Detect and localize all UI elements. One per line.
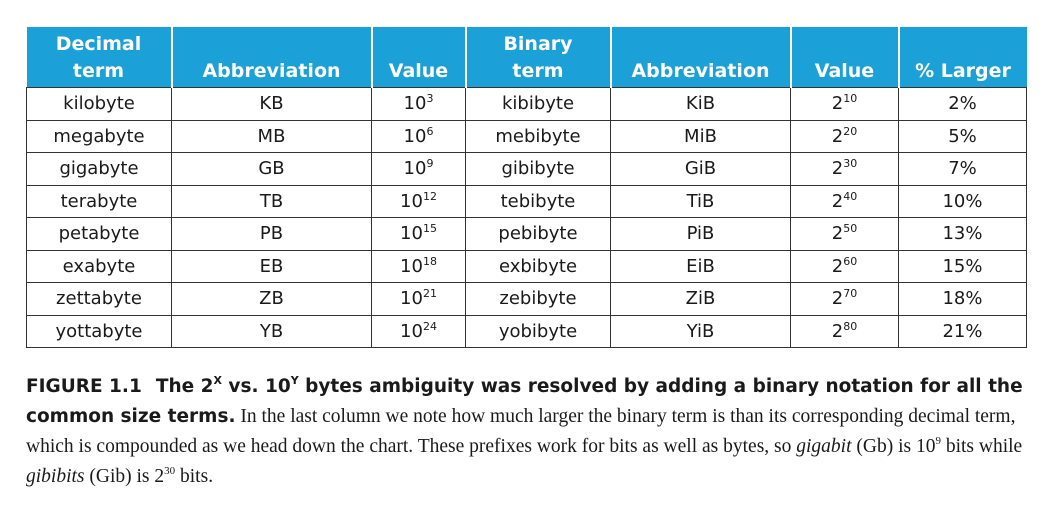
caption-bold-part-2: vs. 10	[221, 376, 291, 397]
cell-decimal-abbreviation: EB	[172, 250, 372, 283]
caption-bold-part-3: bytes ambiguity was resolved by adding a binary notation for all the common size terms.	[26, 376, 1023, 427]
cell-binary-term: gibibyte	[466, 153, 611, 186]
cell-decimal-value	[372, 218, 466, 251]
cell-decimal-term: zettabyte	[27, 283, 172, 316]
caption-sup-30: 30	[164, 465, 176, 477]
header-binary-value-text: Value	[814, 60, 875, 82]
cell-binary-term: kibibyte	[466, 88, 611, 121]
cell-binary-term: tebibyte	[466, 185, 611, 218]
header-binary-term	[466, 27, 611, 88]
decimal-exponent: 12	[422, 189, 437, 203]
header-binary-abbreviation-text: Abbreviation	[631, 60, 770, 82]
cell-decimal-value	[372, 283, 466, 316]
binary-exponent: 50	[843, 222, 858, 236]
cell-binary-term: yobibyte	[466, 315, 611, 348]
cell-binary-term: zebibyte	[466, 283, 611, 316]
cell-decimal-term: kilobyte	[27, 88, 172, 121]
caption-text-3: bits while	[940, 436, 1023, 457]
figure-caption	[26, 372, 1031, 492]
header-decimal-value	[372, 27, 466, 88]
binary-base: 2	[831, 223, 844, 245]
table-row	[27, 88, 1027, 121]
cell-binary-value	[791, 218, 899, 251]
figure-label: FIGURE 1.1	[26, 376, 142, 397]
binary-exponent: 80	[843, 319, 858, 333]
caption-bold-sup-x: X	[213, 374, 222, 387]
cell-decimal-value	[372, 185, 466, 218]
cell-percent-larger: 7%	[899, 153, 1027, 186]
cell-percent-larger: 15%	[899, 250, 1027, 283]
decimal-base: 10	[400, 223, 423, 245]
header-binary-term-line1: Binary	[503, 33, 573, 55]
cell-binary-abbreviation: ZiB	[611, 283, 791, 316]
header-binary-abbreviation	[611, 27, 791, 88]
table-body	[27, 88, 1027, 348]
binary-base: 2	[831, 255, 844, 277]
caption-text-4: (Gib) is 2	[84, 466, 165, 487]
header-percent-larger	[899, 27, 1027, 88]
caption-text-5: bits.	[175, 466, 214, 487]
binary-exponent: 70	[843, 287, 858, 301]
binary-base: 2	[831, 93, 844, 115]
cell-binary-term: mebibyte	[466, 120, 611, 153]
header-decimal-abbreviation-text: Abbreviation	[202, 60, 341, 82]
decimal-base: 10	[400, 288, 423, 310]
decimal-exponent: 15	[422, 222, 437, 236]
cell-decimal-value	[372, 88, 466, 121]
decimal-base: 10	[403, 125, 427, 147]
cell-decimal-term: gigabyte	[27, 153, 172, 186]
caption-bold-sup-y: Y	[290, 374, 299, 387]
cell-decimal-abbreviation: ZB	[172, 283, 372, 316]
cell-binary-value	[791, 283, 899, 316]
table-row	[27, 120, 1027, 153]
cell-percent-larger: 18%	[899, 283, 1027, 316]
cell-binary-abbreviation: GiB	[611, 153, 791, 186]
binary-exponent: 20	[843, 124, 858, 138]
cell-binary-abbreviation: TiB	[611, 185, 791, 218]
cell-decimal-value	[372, 250, 466, 283]
cell-decimal-value	[372, 315, 466, 348]
table-row	[27, 315, 1027, 348]
table-header-row	[27, 27, 1027, 88]
caption-bold-part-1: The 2	[155, 376, 214, 397]
header-binary-value	[791, 27, 899, 88]
decimal-base: 10	[400, 255, 423, 277]
decimal-base: 10	[400, 320, 423, 342]
cell-decimal-abbreviation: PB	[172, 218, 372, 251]
decimal-base: 10	[400, 190, 423, 212]
decimal-exponent: 24	[422, 319, 437, 333]
decimal-base: 10	[403, 158, 427, 180]
caption-italic-gibibits: gibibits	[26, 466, 85, 487]
cell-binary-abbreviation: MiB	[611, 120, 791, 153]
figure-table-container	[26, 27, 1026, 348]
cell-binary-abbreviation: YiB	[611, 315, 791, 348]
caption-sup-9: 9	[935, 435, 941, 447]
cell-decimal-term: terabyte	[27, 185, 172, 218]
cell-binary-value	[791, 315, 899, 348]
cell-decimal-term: exabyte	[27, 250, 172, 283]
table-row	[27, 250, 1027, 283]
table-row	[27, 218, 1027, 251]
binary-base: 2	[831, 125, 844, 147]
decimal-exponent: 9	[426, 157, 434, 171]
header-decimal-value-text: Value	[388, 60, 449, 82]
cell-percent-larger: 10%	[899, 185, 1027, 218]
table-row	[27, 283, 1027, 316]
decimal-base: 10	[403, 93, 427, 115]
cell-binary-abbreviation: EiB	[611, 250, 791, 283]
cell-percent-larger: 2%	[899, 88, 1027, 121]
cell-binary-term: pebibyte	[466, 218, 611, 251]
cell-binary-value	[791, 88, 899, 121]
cell-decimal-term: megabyte	[27, 120, 172, 153]
cell-binary-abbreviation: KiB	[611, 88, 791, 121]
caption-text-2: (Gb) is 10	[851, 436, 936, 457]
storage-units-table	[26, 27, 1027, 348]
cell-decimal-value	[372, 120, 466, 153]
header-decimal-abbreviation	[172, 27, 372, 88]
table-row	[27, 153, 1027, 186]
decimal-exponent: 6	[426, 124, 434, 138]
binary-exponent: 30	[843, 157, 858, 171]
binary-base: 2	[831, 288, 844, 310]
cell-decimal-value	[372, 153, 466, 186]
decimal-exponent: 21	[422, 287, 437, 301]
header-decimal-term-line1: Decimal	[55, 33, 142, 55]
cell-binary-abbreviation: PiB	[611, 218, 791, 251]
cell-decimal-abbreviation: MB	[172, 120, 372, 153]
cell-percent-larger: 5%	[899, 120, 1027, 153]
caption-italic-gigabit: gigabit	[796, 436, 852, 457]
cell-decimal-abbreviation: YB	[172, 315, 372, 348]
cell-binary-term: exbibyte	[466, 250, 611, 283]
header-binary-term-line2: term	[512, 60, 564, 82]
header-decimal-term-line2: term	[72, 60, 125, 82]
table-row	[27, 185, 1027, 218]
binary-exponent: 10	[843, 92, 858, 106]
binary-exponent: 60	[843, 254, 858, 268]
cell-binary-value	[791, 250, 899, 283]
binary-base: 2	[831, 320, 844, 342]
caption-text-1: In the last column we note how much larger the binary term is than its corresponding decimal term, which is compounded as we head down the chart. These prefixes work for bits as well as bytes, so	[26, 406, 1016, 457]
cell-binary-value	[791, 153, 899, 186]
cell-percent-larger: 13%	[899, 218, 1027, 251]
cell-decimal-abbreviation: GB	[172, 153, 372, 186]
cell-percent-larger: 21%	[899, 315, 1027, 348]
cell-decimal-term: yottabyte	[27, 315, 172, 348]
decimal-exponent: 18	[422, 254, 437, 268]
header-decimal-term	[27, 27, 172, 88]
cell-decimal-term: petabyte	[27, 218, 172, 251]
binary-base: 2	[831, 158, 844, 180]
decimal-exponent: 3	[426, 92, 434, 106]
binary-exponent: 40	[843, 189, 858, 203]
cell-decimal-abbreviation: KB	[172, 88, 372, 121]
cell-decimal-abbreviation: TB	[172, 185, 372, 218]
header-percent-larger-text: % Larger	[915, 60, 1011, 82]
binary-base: 2	[831, 190, 844, 212]
cell-binary-value	[791, 120, 899, 153]
cell-binary-value	[791, 185, 899, 218]
